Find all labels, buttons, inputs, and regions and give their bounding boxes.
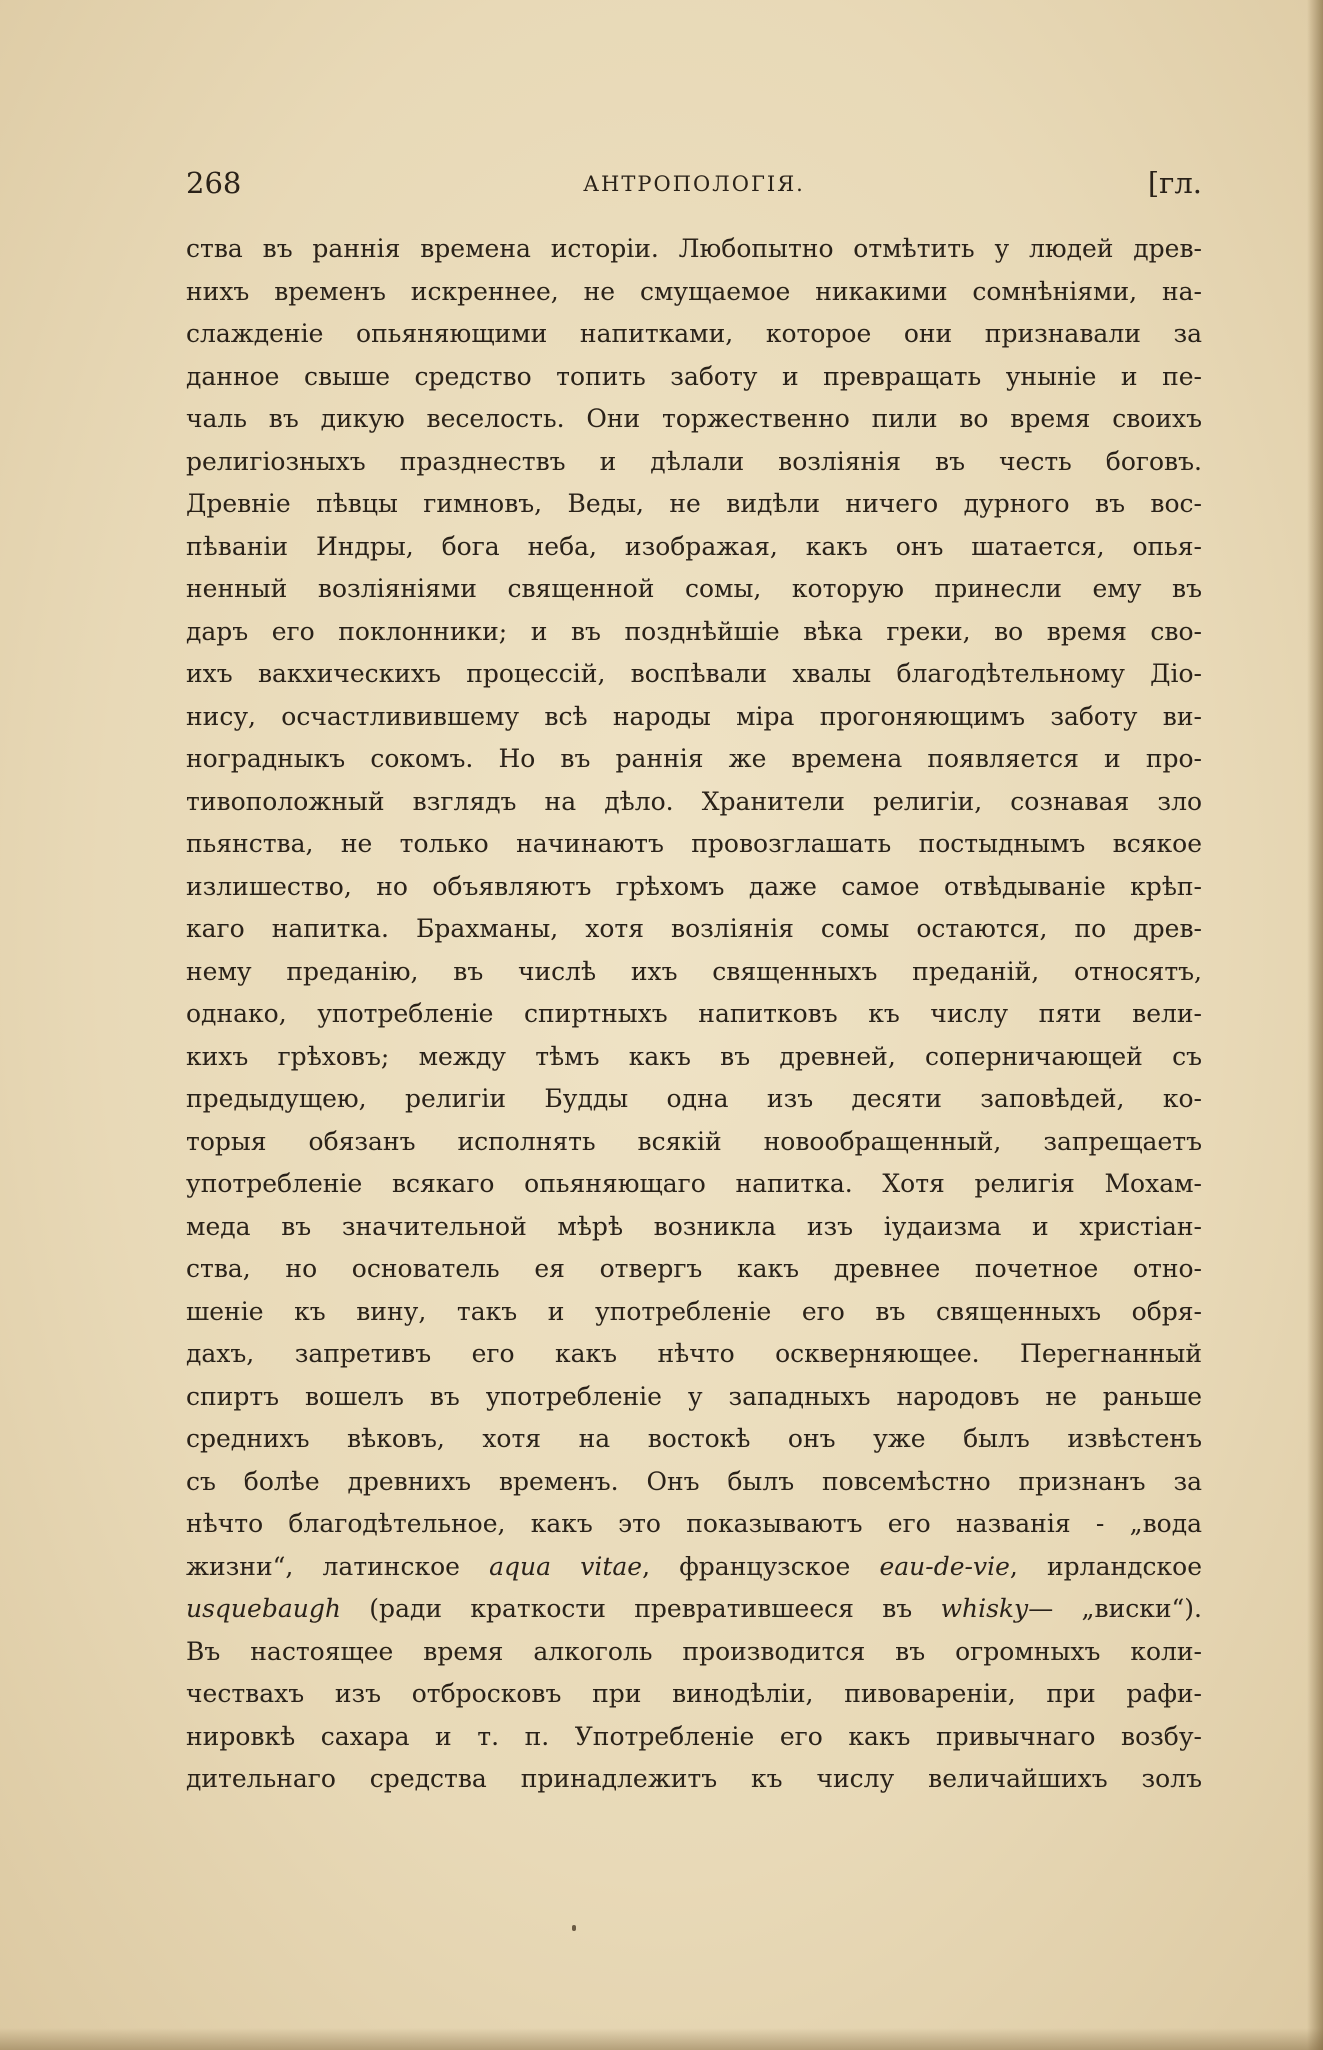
text-segment: , французское <box>642 1551 851 1581</box>
text-line: употребленіе всякаго опьяняющаго напитка. Хотя религія Мохам- <box>186 1169 1202 1198</box>
text-line: кихъ грѣховъ; между тѣмъ какъ въ древней, соперничающей съ <box>186 1041 1202 1071</box>
text-line: спиртъ вошелъ въ употребленіе у западныхъ народовъ не раньше <box>186 1381 1202 1411</box>
text-line: дительнаго средства принадлежитъ къ числу величайшихъ золъ <box>186 1764 1202 1793</box>
text-line-with-italics <box>186 1588 1202 1631</box>
text-segment: (ради краткости превратившееся въ <box>340 1594 913 1623</box>
text-line: данное свыше средство топить заботу и превращать уныніе и пе- <box>186 361 1202 391</box>
text-line: пьянства, не только начинаютъ провозглашать постыднымъ всякое <box>186 829 1202 858</box>
text-line: даръ его поклонники; и въ позднѣйшіе вѣка греки, во время сво- <box>186 616 1202 646</box>
text-line: нему преданію, въ числѣ ихъ священныхъ преданій, относятъ, <box>186 956 1202 986</box>
text-line: дахъ, запретивъ его какъ нѣчто оскверняющее. Перегнанный <box>186 1339 1202 1368</box>
text-line: нису, осчастливившему всѣ народы міра прогоняющимъ заботу ви- <box>186 701 1202 731</box>
italic-term: whisky <box>940 1594 1029 1623</box>
text-line: чаль въ дикую веселость. Они торжественно пили во время своихъ <box>186 404 1202 433</box>
chapter-abbreviation: [гл. <box>1147 166 1202 200</box>
text-line: нихъ временъ искреннее, не смущаемое никакими сомнѣніями, на- <box>186 276 1202 306</box>
text-line: чествахъ изъ отбросковъ при винодѣліи, пивовареніи, при рафи- <box>186 1679 1202 1708</box>
text-segment: — „виски“). <box>1028 1594 1202 1623</box>
text-line: съ болѣе древнихъ временъ. Онъ былъ повсемѣстно признанъ за <box>186 1466 1202 1496</box>
text-line: излишество, но объявляютъ грѣхомъ даже самое отвѣдываніе крѣп- <box>186 871 1202 901</box>
text-line: религіозныхъ празднествъ и дѣлали возліянія въ честь боговъ. <box>186 446 1202 476</box>
running-title: АНТРОПОЛОГІЯ. <box>583 172 805 196</box>
italic-term: usquebaugh <box>186 1594 341 1623</box>
italic-term: aqua vitae <box>489 1551 643 1581</box>
text-line: предыдущею, религіи Будды одна изъ десяти заповѣдей, ко- <box>186 1084 1202 1113</box>
text-line: среднихъ вѣковъ, хотя на востокѣ онъ уже былъ извѣстенъ <box>186 1424 1202 1453</box>
running-header <box>186 166 1202 210</box>
text-line: тивоположный взглядъ на дѣло. Хранители религіи, сознавая зло <box>186 786 1202 816</box>
text-line: ноградныкъ сокомъ. Но въ раннія же времена появляется и про- <box>186 744 1202 773</box>
text-line: ства въ раннія времена исторіи. Любопытно отмѣтить у людей древ- <box>186 234 1202 263</box>
text-line: Древніе пѣвцы гимновъ, Веды, не видѣли ничего дурного въ вос- <box>186 489 1202 518</box>
text-segment: , ирландское <box>1009 1551 1202 1581</box>
text-line: однако, употребленіе спиртныхъ напитковъ къ числу пяти вели- <box>186 999 1202 1028</box>
body-text <box>186 228 1202 1801</box>
paper-speck <box>572 1925 576 1931</box>
page-number: 268 <box>186 166 242 200</box>
text-line: нѣчто благодѣтельное, какъ это показываютъ его названія - „вода <box>186 1509 1202 1538</box>
page-bottom-shadow <box>0 2028 1323 2050</box>
text-line: слажденіе опьяняющими напитками, которое они признавали за <box>186 319 1202 348</box>
text-segment: жизни“, латинское <box>186 1551 460 1581</box>
text-line: каго напитка. Брахманы, хотя возліянія сомы остаются, по древ- <box>186 914 1202 943</box>
text-line: Въ настоящее время алкоголь производится въ огромныхъ коли- <box>186 1636 1202 1666</box>
text-line: меда въ значительной мѣрѣ возникла изъ іудаизма и христіан- <box>186 1211 1202 1241</box>
text-line: пѣваніи Индры, бога неба, изображая, какъ онъ шатается, опья- <box>186 531 1202 561</box>
italic-term: eau-de-vie <box>879 1551 1010 1581</box>
text-line: ихъ вакхическихъ процессій, воспѣвали хвалы благодѣтельному Діо- <box>186 659 1202 688</box>
page-spine-shadow <box>1307 0 1323 2050</box>
text-line: шеніе къ вину, такъ и употребленіе его въ священныхъ обря- <box>186 1296 1202 1326</box>
text-line: торыя обязанъ исполнять всякій новообращенный, запрещаетъ <box>186 1126 1202 1156</box>
text-line-with-italics <box>186 1546 1202 1589</box>
text-line: ства, но основатель ея отвергъ какъ древнее почетное отно- <box>186 1254 1202 1283</box>
text-line: нировкѣ сахара и т. п. Употребленіе его какъ привычнаго возбу- <box>186 1721 1202 1751</box>
text-line: ненный возліяніями священной сомы, которую принесли ему въ <box>186 574 1202 603</box>
